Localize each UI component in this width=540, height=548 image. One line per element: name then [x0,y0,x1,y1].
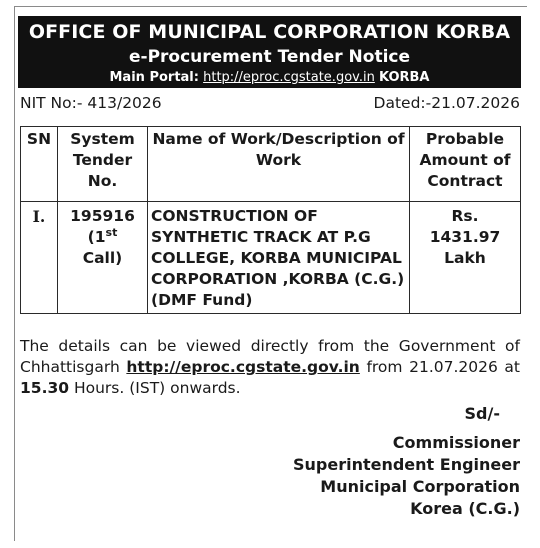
details-text-before: The details can be viewed directly from the Government of Chhattisgarh [20,337,520,376]
signature-sd: Sd/- [464,404,500,423]
cell-work-description: CONSTRUCTION OF SYNTHETIC TRACK AT P.G COLLEGE, KORBA MUNICIPAL CORPORATION ,KORBA (C.G.) (DMF Fund) [148,202,410,314]
nit-row [20,94,520,116]
signature-superintendent: Superintendent Engineer [292,455,520,474]
details-time: 15.30 [20,379,70,397]
details-text-after: Hours. (IST) onwards. [73,379,241,397]
header-sn: SN [21,127,58,202]
details-paragraph [20,336,520,399]
table-row [21,202,521,314]
header-name-of-work: Name of Work/Description of Work [148,127,410,202]
details-text-from: from 21.07.2026 at [366,358,520,376]
notice-header [18,16,521,88]
nit-date: Dated:-21.07.2026 [373,94,520,112]
amount-currency: Rs. [451,207,479,225]
cell-sn: I. [21,202,58,314]
portal-city: KORBA [378,70,430,85]
amount-value: 1431.97 [429,228,501,246]
cell-amount [410,202,521,314]
tender-table [20,126,521,314]
table-header-row [21,127,521,202]
tender-number: 195916 [70,207,135,225]
call-open: (1 [87,228,106,246]
cell-tender-no [58,202,148,314]
office-title: OFFICE OF MUNICIPAL CORPORATION KORBA [28,21,511,43]
notice-title: e-Procurement Tender Notice [128,47,411,67]
signature-municipal: Municipal Corporation [320,477,520,496]
signature-commissioner: Commissioner [392,433,520,452]
details-link[interactable]: http://eproc.cgstate.gov.in [126,358,360,376]
nit-number: NIT No:- 413/2026 [20,94,162,112]
header-probable-amount: Probable Amount of Contract [410,127,521,202]
signature-location: Korea (C.G.) [410,499,520,518]
portal-label: Main Portal: [109,70,199,85]
header-system-tender-no: System Tender No. [58,127,148,202]
call-close: Call) [82,249,123,267]
call-ordinal: st [105,225,118,239]
amount-unit: Lakh [444,249,486,267]
portal-link[interactable]: http://eproc.cgstate.gov.in [203,70,375,85]
main-portal-line [18,70,521,85]
